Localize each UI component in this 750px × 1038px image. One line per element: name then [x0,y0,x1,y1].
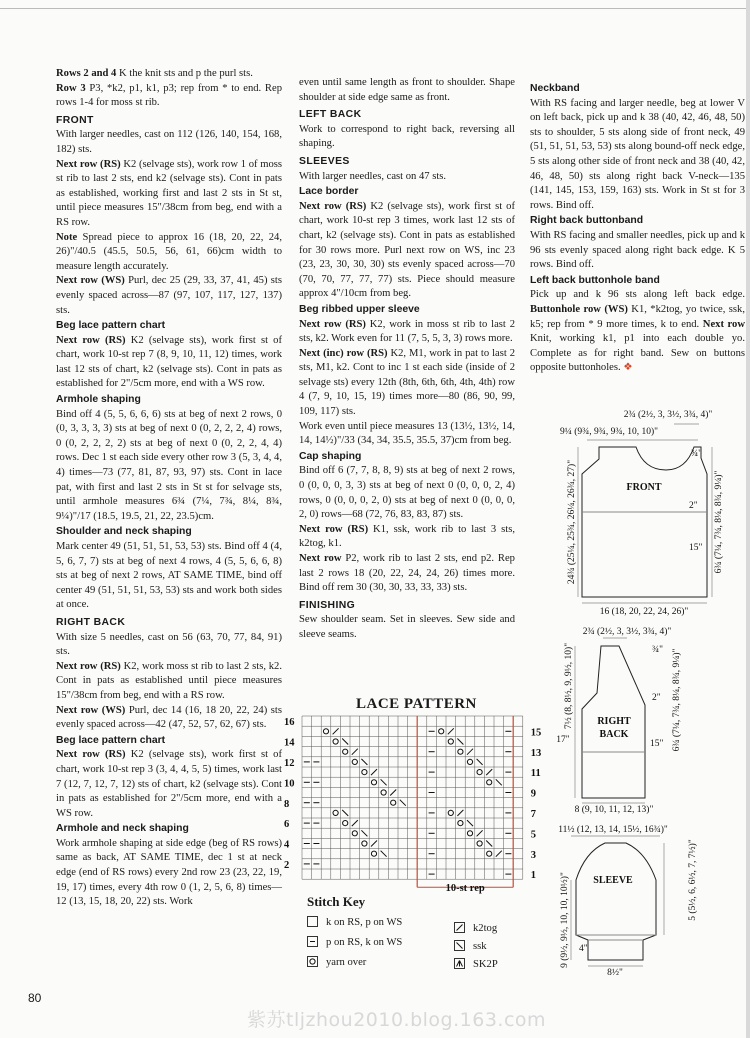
sleeves-heading: SLEEVES [299,155,350,167]
row-label-left: 6 [284,819,290,831]
ssk-mark [342,739,348,745]
yo-mark [391,800,396,805]
back-lace-dim: 2" [652,693,661,703]
end-ornament-icon: ❖ [623,362,633,374]
armhole-neck-text: Work armhole shaping at side edge (beg of RS rows) same as back, AT SAME TIME, dec 1 st at neck edge (end of RS rows) every 2nd row 23 (23, 22, 19, 19, 17) times, every 4th row 0 (1, 2, 5, 6, 8) times—12 (13, 15, 18, 20, 22) sts. Work [56,837,282,908]
yo-mark [439,729,444,734]
row-label-left: 8 [284,798,290,810]
k2tog-box-icon [454,922,465,933]
key-item-sk2p: SK2P [454,958,498,970]
ssk-mark [381,851,387,857]
key-item-purl: p on RS, k on WS [307,936,402,948]
shoulder-text: Mark center 49 (51, 51, 51, 53, 53) sts. Bind off 4 (4, 5, 6, 7, 7) sts at beg of next 4 rows, 4 (5, 5, 6, 6, 8) sts at beg of next 2 rows, AT SAME TIME, bind off center 49 (51, 51, 51, 53, 53) sts and work both sides at once. [56,541,282,611]
row-3-text: P3, *k2, p1, k1, p3; rep from * to end. Rep rows 1-4 for moss st rib. [56,82,282,109]
ssk-mark [400,800,406,806]
yo-mark [333,739,338,744]
k2tog-mark [333,728,339,734]
row-label-right: 13 [530,747,542,759]
front-armhole-dim: 6¾ (7¼, 7¾, 8¼, 8¾, 9¼)" [714,470,724,574]
stitch-key-title: Stitch Key [307,894,366,909]
ssk-mark [457,739,463,745]
row-label-right: 1 [530,870,537,882]
column-2: even until same length as front to shoulder. Shape shoulder at side edge same as front. LEFT BACK Work to correspond to right back, reversing all shaping. SLEEVES With larger needles, cast on 47 sts. Lace border Next row (RS) K2 (selvage sts), work first st of chart, work 10-st rep 3 times, work last 12 sts of chart, k2 (selvage sts). Cont in pats as established for 30 rows more. Purl next row on WS, inc 23 (23, 23, 30, 30, 30) sts evenly spaced across—70 (70, 70, 77, 77, 77) sts. Piece should measure approx 4"/10cm from beg. Beg ribbed upper sleeve Next row (RS) K2, work in moss st rib to last 2 sts, k2. Work even for 11 (7, 5, 5, 3, 3) rows more. Next (inc) row (RS) K2, M1, work in pat to last 2 sts, M1, k2. Cont to inc 1 st each side (inside of 2 selvage sts) every 12th (8th, 6th, 6th, 4th, 4th) row 4 (7, 9, 10, 15, 19) times more—80 (86, 90, 99, 109, 117) sts. Work even until piece measures 13 (13½, 13½, 14, 14, 14½)"/33 (34, 34, 35.5, 35.5, 37)cm from beg. Cap shaping Bind off 6 (7, 7, 8, 8, 9) sts at beg of next 2 rows, 0 (0, 0, 0, 3, 3) sts at beg of next 0 (0, 0, 0, 2, 4) rows, 0 (0, 0, 0, 2, 0) sts at beg of next 0 (0, 0, 0, 2, 0) rows—68 (72, 76, 83, 83, 87) sts. Next row (RS) K1, ssk, work rib to last 3 sts, k2tog, k1. Next row P2, work rib to last 2 sts, end p2. Rep last 2 rows 18 (20, 22, 24, 24, 26) times more. Bind off rem 30 (30, 30, 33, 33, 33) sts. FINISHING Sew shoulder seam. Set in sleeves. Sew side and sleeve seams. [299,76,515,643]
yo-mark [343,749,348,754]
armhole-heading: Armhole shaping [56,394,141,406]
column-3: Neckband With RS facing and larger needle, beg at lower V on left back, pick up and k 38 (40, 42, 46, 48, 50) sts to shoulder, 5 sts along side of front neck, 49 (51, 51, 51, 53, 53) sts along bound-off neck edge, 5 sts along other side of front neck and 38 (40, 42, 46, 48, 50) sts along right back V-neck—135 (141, 145, 153, 159, 163) sts. Work in St st for 3 rows. Bind off. Right back buttonband With RS facing and smaller needles, pick up and k 96 sts evenly spaced along right back edge. K 5 rows. Bind off. Left back buttonhole band Pick up and k 96 sts along left back edge. Buttonhole row (WS) K1, *k2tog, yo twice, ssk, k5; rep from * 9 more times, k to end. Next row Knit, working k1, p1 into each double yo. Complete as for right band. Sew on buttons opposite buttonholes. ❖ [530,83,745,374]
sleeve-cuff-h-dim: 4" [579,944,588,954]
k2tog-mark [390,790,396,796]
armhole-neck-heading: Armhole and neck shaping [56,823,189,835]
ssk-box-icon [454,940,465,951]
ssk-mark [361,759,367,765]
right-buttonband-heading: Right back buttonband [530,215,644,227]
k2tog-mark [477,830,483,836]
row-label-right: 5 [530,829,537,841]
row-label-right: 11 [530,768,541,780]
yo-mark [333,810,338,815]
work-even-text: Work even until piece measures 13 (13½, 13½, 14, 14, 14½)"/33 (34, 34, 35.5, 35.5, 37)cm from beg. [299,420,515,447]
k2tog-mark [448,728,454,734]
watermark: 紫苏tljzhou2010.blog.163.com [247,1009,547,1031]
key-item-yo: yarn over [307,956,366,968]
front-body-dim: 15" [689,543,703,553]
row-label-right: 15 [530,727,542,739]
neckband-heading: Neckband [530,83,580,94]
column-1: Rows 2 and 4 K the knit sts and p the purl sts. Row 3 P3, *k2, p1, k1, p3; rep from * to end. Rep rows 1-4 for moss st rib. FRONT With larger needles, cast on 112 (126, 140, 154, 168, 182) sts. Next row (RS) K2 (selvage sts), work row 1 of moss st rib to last 2 sts, end k2 (selvage sts). Cont in pats as established, working first and last 2 sts in St st, until piece measures 15"/38cm from beg, end with a RS row. Note Spread piece to approx 16 (18, 20, 22, 24, 26)"/40.5 (45.5, 50.5, 56, 61, 66)cm width to measure length accurately. Next row (WS) Purl, dec 25 (29, 33, 37, 41, 45) sts evenly spaced across—87 (97, 107, 117, 127, 137) sts. Beg lace pattern chart Next row (RS) K2 (selvage sts), work first st of chart, work 10-st rep 7 (8, 9, 10, 11, 12) times, work last 12 sts of chart, k2 (selvage sts). Cont in pats as established for 2"/5cm more, end with a WS row. Armhole shaping Bind off 4 (5, 5, 6, 6, 6) sts at beg of next 2 rows, 0 (0, 3, 3, 3, 3) sts at beg of next 0 (0, 2, 2, 2, 4) rows, 0 (0, 2, 2, 2, 2) sts at beg of next 0 (0, 2, 2, 4, 4) rows. Dec 1 st each side every other row 3 (5, 3, 4, 4, 4) times—73 (77, 81, 87, 93, 97) sts. Cont in lace pat, with first and last 2 sts in St st for selvage sts, until armhole measures 6¾ (7¼, 7¾, 8¼, 8¾, 9¼)"/17 (18.5, 19.5, 21, 22, 23.5)cm. Shoulder and neck shaping Mark center 49 (51, 51, 51, 53, 53) sts. Bind off 4 (4, 5, 6, 7, 7) sts at beg of next 4 rows, 4 (5, 5, 6, 6, 8) sts at beg of next 2 rows, AT SAME TIME, bind off center 49 (51, 51, 51, 53, 53) sts and work both sides at once. RIGHT BACK With size 5 needles, cast on 56 (63, 70, 77, 84, 91) sts. Next row (RS) K2, work moss st rib to last 2 sts, k2. Cont in pats as established until piece measures 15"/38cm from beg, end with a RS row. Next row (WS) Purl, dec 14 (16, 18 20, 22, 24) sts evenly spaced across—42 (47, 52, 57, 62, 67) sts. Beg lace pattern chart Next row (RS) K2 (selvage sts), work first st of chart, work 10-st rep 3 (3, 4, 4, 5, 5) times, work last 7 (12, 7, 12, 7, 12) sts of chart, k2 (selvage sts). Cont in pats as established for 2"/5cm more, end with a WS row. Armhole and neck shaping Work armhole shaping at side edge (beg of RS rows) same as back, AT SAME TIME, dec 1 st at neck edge (end of RS rows) every 2nd row 23 (23, 22, 19, 19, 17) times, every 4th row 0 (1, 2, 5, 6, 8) times—12 (13, 15, 18, 20, 22) sts. Work [56,67,282,910]
front-cast-on: With larger needles, cast on 112 (126, 140, 154, 168, 182) sts. [56,129,282,155]
yo-mark [362,841,367,846]
front-top-dim: 2¾ (2½, 3, 3½, 3¾, 4)" [623,410,713,420]
lace-chart [282,712,547,898]
back-label-2: BACK [599,729,629,740]
lace-border-heading: Lace border [299,186,359,198]
back-side-dim: 17" [556,735,570,745]
row-label-left: 14 [284,737,295,749]
left-back-text: Work to correspond to right back, reversing all shaping. [299,123,515,150]
yo-mark [371,851,376,856]
top-rule [0,8,750,9]
ssk-mark [361,830,367,836]
back-armhole-dim: 6¾ (7¼, 7¾, 8¼, 8¾, 9¼)" [672,648,682,752]
ssk-mark [486,841,492,847]
yo-mark [467,759,472,764]
yo-mark [352,831,357,836]
finishing-heading: FINISHING [299,599,356,611]
ssk-mark [496,779,502,785]
row-label-left: 12 [284,757,295,769]
yo-mark [467,831,472,836]
dash-box-icon [307,936,318,947]
row-label-left: 10 [284,778,295,790]
note-lead: Note [56,231,78,243]
armhole-text: Bind off 4 (5, 5, 6, 6, 6) sts at beg of next 2 rows, 0 (0, 3, 3, 3, 3) sts at beg of next 0 (0, 2, 2, 2, 4) rows, 0 (0, 2, 2, 2, 2) sts at beg of next 0 (0, 2, 2, 4, 4) rows. Dec 1 st each side every other row 3 (5, 3, 4, 4, 4) times—73 (77, 81, 87, 93, 97) sts. Cont in lace pat, with first and last 2 sts in St st for selvage sts, until armhole measures 6¾ (7¼, 7¾, 8¼, 8¾, 9¼)"/17 (18.5, 19.5, 21, 22, 23.5)cm. [56,408,282,522]
right-buttonband-text: With RS facing and smaller needles, pick up and k 96 sts evenly spaced along right back edge. K 5 rows. Bind off. [530,229,745,271]
beg-lace-2-heading: Beg lace pattern chart [56,734,166,746]
lace-chart-title: LACE PATTERN [356,696,477,712]
continued-text: even until same length as front to shoulder. Shape shoulder at side edge same as front. [299,77,515,103]
neckband-text: With RS facing and larger needle, beg at lower V on left back, pick up and k 38 (40, 42, 46, 48, 50) sts to shoulder, 5 sts along side of front neck, 49 (51, 51, 51, 53, 53) sts along bound-off neck edge, 5 sts along other side of front neck and 38 (40, 42, 46, 48, 50) sts along right back V-neck—135 (141, 145, 153, 159, 163) sts. Work in St st for 3 rows. Bind off. [530,97,745,211]
row-label-right: 7 [530,808,537,820]
row-label-left: 4 [284,839,290,851]
empty-box-icon [307,916,318,927]
yo-mark [448,739,453,744]
k2tog-mark [496,851,502,857]
yo-mark [487,780,492,785]
ssk-mark [477,759,483,765]
beg-lace-heading: Beg lace pattern chart [56,320,166,332]
k2tog-mark [467,749,473,755]
repeat-label: 10-st rep [445,883,485,895]
back-top-dim: 2¾ (2½, 3, 3½, 3¾, 4)" [582,627,672,637]
yo-mark [323,729,328,734]
rows-2-4-text: K the knit sts and p the purl sts. [116,68,253,79]
key-item-ssk: ssk [454,940,487,952]
back-neck-dim: 7½ (8, 8½, 9, 9½, 10)" [564,642,574,730]
sleeve-cap-dim: 5 (5½, 6, 6½, 7, 7½)" [688,839,698,921]
yo-mark [381,790,386,795]
row-label-left: 2 [284,859,290,871]
sk2p-box-icon [454,958,465,969]
sleeve-length-dim: 9 (9½, 9½, 10, 10, 10½)" [560,872,570,968]
schematics [520,405,748,980]
k2tog-mark [371,769,377,775]
key-item-k2tog: k2tog [454,922,497,934]
finishing-text: Sew shoulder seam. Set in sleeves. Sew side and sleeve seams. [299,614,515,640]
k2tog-mark [352,749,358,755]
k2tog-mark [486,769,492,775]
yo-mark [371,780,376,785]
front-label: FRONT [626,482,662,493]
yo-mark [477,841,482,846]
row-label-right: 3 [530,849,537,861]
back-shoulder-dim: ¾" [652,645,664,655]
left-back-heading: LEFT BACK [299,109,362,121]
shoulder-heading: Shoulder and neck shaping [56,526,192,538]
ribbed-sleeve-heading: Beg ribbed upper sleeve [299,303,420,315]
front-width-dim: 16 (18, 20, 22, 24, 26)" [599,607,689,617]
circle-box-icon [307,956,318,967]
row-label-right: 9 [530,788,537,800]
front-outline [582,447,707,597]
cap-shaping-text: Bind off 6 (7, 7, 8, 8, 9) sts at beg of next 2 rows, 0 (0, 0, 0, 3, 3) sts at beg of next 0 (0, 0, 0, 2, 4) rows, 0 (0, 0, 0, 2, 0) sts at beg of next 0 (0, 0, 0, 2, 0) rows—68 (72, 76, 83, 83, 87) sts. [299,465,515,521]
row-3-lead: Row 3 [56,82,86,94]
sleeve-cuff-w-dim: 8½" [607,968,623,978]
sleeves-cast-on: With larger needles, cast on 47 sts. [299,170,447,182]
right-back-heading: RIGHT BACK [56,616,126,628]
k2tog-mark [352,820,358,826]
back-body-dim: 15" [650,739,664,749]
front-length-dim: 24¾ (25¼, 25¾, 26¼, 26¾, 27)" [567,459,577,585]
rows-2-4-lead: Rows 2 and 4 [56,68,117,79]
sleeve-outline [576,843,656,960]
cap-shaping-heading: Cap shaping [299,450,362,462]
yo-mark [448,810,453,815]
ssk-mark [342,810,348,816]
ssk-mark [467,820,473,826]
yo-mark [352,759,357,764]
k2tog-mark [457,810,463,816]
ssk-mark [381,779,387,785]
yo-mark [458,821,463,826]
row-label-left: 16 [284,717,295,729]
front-neck-dim: 9¼ (9¾, 9¾, 9¾, 10, 10)" [559,427,659,437]
sleeve-label: SLEEVE [593,875,633,886]
sleeve-top-dim: 11½ (12, 13, 14, 15½, 16¾)" [558,825,668,835]
back-width-dim: 8 (9, 10, 11, 12, 13)" [574,805,654,815]
yo-mark [343,821,348,826]
front-shoulder-dim: ¾" [691,449,703,459]
key-item-knit: k on RS, p on WS [307,916,402,928]
yo-mark [487,851,492,856]
yo-mark [458,749,463,754]
right-back-cast-on: With size 5 needles, cast on 56 (63, 70, 77, 84, 91) sts. [56,631,282,658]
front-heading: FRONT [56,114,94,126]
yo-mark [477,770,482,775]
k2tog-mark [371,841,377,847]
left-buttonhole-heading: Left back buttonhole band [530,274,660,286]
front-lace-dim: 2" [689,501,698,511]
yo-mark [362,770,367,775]
back-label-1: RIGHT [597,716,631,727]
page-number: 80 [28,991,42,1005]
